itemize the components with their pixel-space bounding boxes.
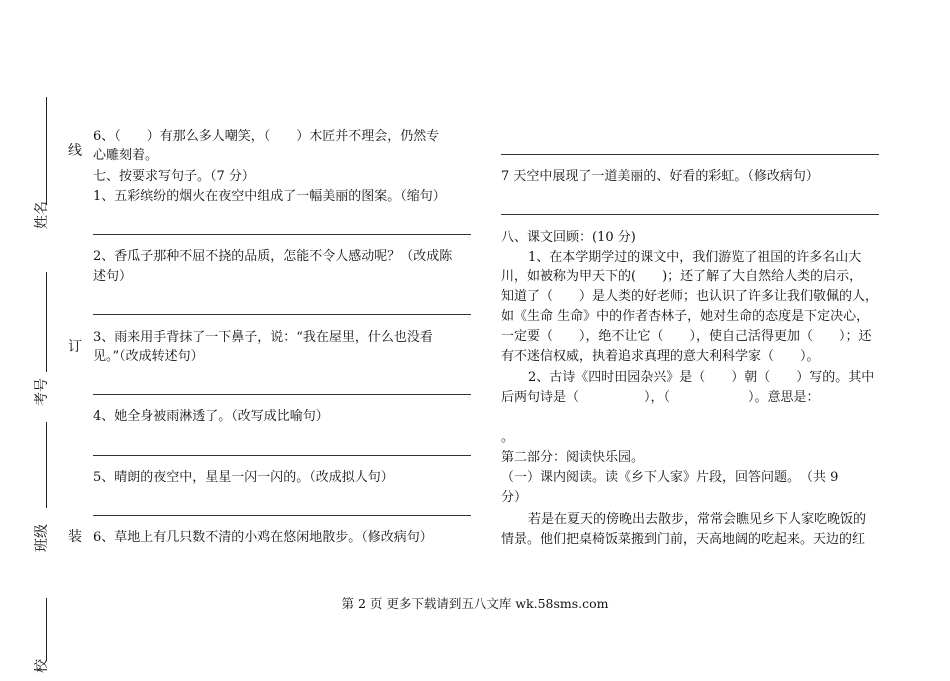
question-4: 4、她全身被雨淋透了。（改写成比喻句）	[93, 409, 329, 424]
margin-line-2	[46, 272, 47, 372]
review-2-line2: 后两句诗是（ ），（ ）。意思是：	[501, 390, 820, 405]
margin-label-class: 班级	[34, 524, 50, 552]
review-2-line3: 。	[501, 430, 515, 445]
question-3-line1: 3、雨来用手背抹了一下鼻子，说：“我在屋里，什么也没看	[93, 330, 433, 345]
answer-line-4[interactable]	[93, 455, 471, 456]
reading-1-line2: 分）	[501, 490, 528, 505]
page-footer: 第 2 页 更多下载请到五八文库 wk.58sms.com	[341, 596, 609, 611]
review-1-line3: 知道了（ ）是人类的好老师；也认识了许多让我们敬佩的人，	[501, 289, 879, 304]
question-5: 5、晴朗的夜空中，星星一闪一闪的。（改成拟人句）	[93, 470, 394, 485]
margin-label-name: 姓名	[34, 201, 50, 229]
part-2-title: 第二部分：阅读快乐园。	[501, 450, 645, 465]
review-1-line4: 如《生命 生命》中的作者杏林子，她对生命的态度是下定决心，	[501, 309, 870, 324]
margin-line-top	[46, 97, 47, 205]
answer-line-1[interactable]	[93, 234, 471, 235]
question-1: 1、五彩缤纷的烟火在夜空中组成了一幅美丽的图案。（缩句）	[93, 189, 446, 204]
answer-line-5[interactable]	[93, 515, 471, 516]
margin-line-3	[46, 422, 47, 508]
answer-line-r1[interactable]	[501, 154, 879, 155]
review-1-line2: 川，如被称为甲天下的( )；还了解了大自然给人类的启示，	[501, 269, 863, 284]
binding-mark-line: 线	[68, 143, 82, 159]
question-7: 7 天空中展现了一道美丽的、好看的彩虹。（修改病句）	[501, 169, 819, 184]
question-6b: 6、草地上有几只数不清的小鸡在悠闲地散步。（修改病句）	[93, 530, 433, 545]
question-3-line2: 见。”（改成转述句）	[93, 349, 204, 364]
left-q6-line2: 心雕刻着。	[93, 148, 159, 163]
review-1-line5: 一定要（ ），绝不让它（ ），使自己活得更加（ ）；还	[501, 329, 872, 344]
margin-label-school: 校	[34, 659, 50, 673]
question-2-line2: 述句）	[93, 269, 133, 284]
review-1-line6: 有不迷信权威，执着追求真理的意大利科学家（ ）。	[501, 349, 820, 364]
margin-label-exam-number: 考号	[34, 378, 50, 406]
binding-mark-staple: 订	[68, 339, 82, 355]
review-1-line1: 1、在本学期学过的课文中，我们游览了祖国的许多名山大	[528, 250, 862, 265]
section-8-title: 八、课文回顾：(10 分)	[501, 230, 636, 245]
binding-mark-bind: 装	[68, 529, 82, 545]
answer-line-r2[interactable]	[501, 214, 879, 215]
answer-line-3[interactable]	[93, 394, 471, 395]
answer-line-2[interactable]	[93, 314, 471, 315]
passage-line2: 情景。他们把桌椅饭菜搬到门前，天高地阔的吃起来。天边的红	[501, 532, 866, 547]
question-2-line1: 2、香瓜子那种不屈不挠的品质，怎能不令人感动呢？（改成陈	[93, 249, 453, 264]
review-2-line1: 2、古诗《四时田园杂兴》是（ ）朝（ ）写的。其中	[528, 370, 875, 385]
section-7-title: 七、按要求写句子。（7 分）	[93, 169, 255, 184]
passage-line1: 若是在夏天的傍晚出去散步，常常会瞧见乡下人家吃晚饭的	[528, 512, 867, 527]
reading-1-line1: （一）课内阅读。读《乡下人家》片段，回答问题。 （共 9	[501, 470, 839, 485]
left-q6-line1: 6、（ ）有那么多人嘲笑，（ ）木匠并不理会，仍然专	[93, 129, 440, 144]
